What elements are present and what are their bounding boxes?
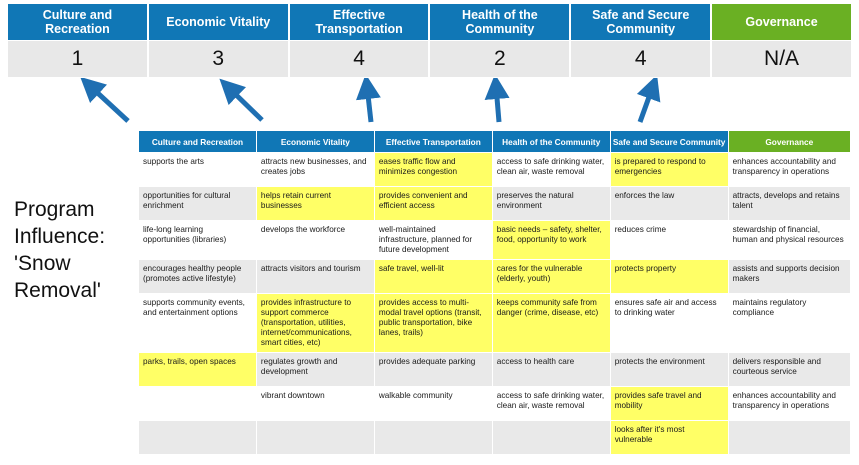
caption-line-2: Influence:	[14, 225, 106, 248]
matrix-cell: provides access to multi-modal travel options (transit, public transportation, bike lanes, trails)	[374, 294, 492, 353]
matrix-cell: supports community events, and entertainment options	[139, 294, 257, 353]
arrow-safe-and-secure-community	[640, 86, 653, 122]
arrow-group	[0, 78, 859, 130]
score-culture-and-recreation: 1	[8, 41, 149, 77]
matrix-col-governance: Governance	[728, 131, 850, 153]
score-health-of-the-community: 2	[430, 41, 571, 77]
matrix-cell: assists and supports decision makers	[728, 260, 850, 294]
table-row	[139, 387, 851, 421]
matrix-cell: access to safe drinking water, clean air, waste removal	[492, 387, 610, 421]
matrix-cell: provides adequate parking	[374, 353, 492, 387]
arrow-health-of-the-community	[496, 86, 499, 122]
matrix-col-health-of-the-community: Health of the Community	[492, 131, 610, 153]
table-row	[139, 221, 851, 260]
matrix-cell: helps retain current businesses	[256, 187, 374, 221]
matrix-cell: protects property	[610, 260, 728, 294]
header-cell-safe-and-secure-community	[571, 4, 712, 40]
influence-matrix	[138, 130, 851, 455]
header-label: Culture and Recreation	[42, 8, 113, 36]
priority-header-band	[8, 4, 851, 40]
score-effective-transportation: 4	[290, 41, 431, 77]
matrix-header-row	[139, 131, 851, 153]
matrix-cell	[728, 421, 850, 455]
table-row	[139, 260, 851, 294]
matrix-cell: eases traffic flow and minimizes congestion	[374, 153, 492, 187]
header-label: Safe and Secure Community	[592, 8, 690, 36]
matrix-cell: keeps community safe from danger (crime, disease, etc)	[492, 294, 610, 353]
header-cell-effective-transportation	[290, 4, 431, 40]
score-governance: N/A	[764, 47, 800, 70]
header-label: Economic Vitality	[166, 15, 271, 29]
matrix-cell: attracts new businesses, and creates jobs	[256, 153, 374, 187]
matrix-cell: enforces the law	[610, 187, 728, 221]
matrix-cell: enhances accountability and transparency in operations	[728, 153, 850, 187]
program-influence-caption	[14, 196, 132, 304]
matrix-cell: reduces crime	[610, 221, 728, 260]
matrix-cell: supports the arts	[139, 153, 257, 187]
matrix-cell: walkable community	[374, 387, 492, 421]
matrix-cell: basic needs – safety, shelter, food, opportunity to work	[492, 221, 610, 260]
table-row	[139, 294, 851, 353]
matrix-cell: vibrant downtown	[256, 387, 374, 421]
matrix-cell: attracts, develops and retains talent	[728, 187, 850, 221]
matrix-cell: looks after it's most vulnerable	[610, 421, 728, 455]
matrix-col-economic-vitality: Economic Vitality	[256, 131, 374, 153]
matrix-cell: protects the environment	[610, 353, 728, 387]
matrix-cell: is prepared to respond to emergencies	[610, 153, 728, 187]
matrix-cell: enhances accountability and transparency in operations	[728, 387, 850, 421]
matrix-cell: attracts visitors and tourism	[256, 260, 374, 294]
caption-line-3: 'Snow	[14, 252, 71, 275]
matrix-cell: ensures safe air and access to drinking water	[610, 294, 728, 353]
score-band	[8, 41, 851, 77]
table-row	[139, 421, 851, 455]
matrix-cell: develops the workforce	[256, 221, 374, 260]
header-cell-economic-vitality	[149, 4, 290, 40]
table-row	[139, 153, 851, 187]
matrix-cell: well-maintained infrastructure, planned for future development	[374, 221, 492, 260]
arrow-culture-and-recreation	[89, 85, 128, 121]
matrix-cell: parks, trails, open spaces	[139, 353, 257, 387]
matrix-col-culture-and-recreation: Culture and Recreation	[139, 131, 257, 153]
matrix-cell: access to health care	[492, 353, 610, 387]
matrix-cell	[139, 387, 257, 421]
matrix-cell	[256, 421, 374, 455]
table-row	[139, 353, 851, 387]
matrix-cell: cares for the vulnerable (elderly, youth)	[492, 260, 610, 294]
matrix-cell	[374, 421, 492, 455]
header-cell-governance	[712, 4, 851, 40]
matrix-cell: regulates growth and development	[256, 353, 374, 387]
header-label: Effective Transportation	[315, 8, 403, 36]
matrix-cell: encourages healthy people (promotes active lifestyle)	[139, 260, 257, 294]
header-cell-health-of-the-community	[430, 4, 571, 40]
matrix-cell	[492, 421, 610, 455]
matrix-cell: maintains regulatory compliance	[728, 294, 850, 353]
arrow-economic-vitality	[228, 87, 262, 120]
matrix-cell: stewardship of financial, human and physical resources	[728, 221, 850, 260]
matrix-cell: provides safe travel and mobility	[610, 387, 728, 421]
matrix-cell: life-long learning opportunities (libraries)	[139, 221, 257, 260]
matrix-col-safe-and-secure-community: Safe and Secure Community	[610, 131, 728, 153]
matrix-cell: provides convenient and efficient access	[374, 187, 492, 221]
arrow-effective-transportation	[367, 86, 371, 122]
matrix-cell: provides infrastructure to support commerce (transportation, utilities, internet/communications, smart cities, etc)	[256, 294, 374, 353]
matrix-cell	[139, 421, 257, 455]
header-cell-culture-and-recreation	[8, 4, 149, 40]
table-row	[139, 187, 851, 221]
caption-line-1: Program	[14, 198, 95, 221]
matrix-cell: safe travel, well-lit	[374, 260, 492, 294]
matrix-cell: preserves the natural environment	[492, 187, 610, 221]
caption-line-4: Removal'	[14, 279, 101, 302]
matrix-col-effective-transportation: Effective Transportation	[374, 131, 492, 153]
score-safe-and-secure-community: 4	[571, 41, 712, 77]
matrix-cell: access to safe drinking water, clean air, waste removal	[492, 153, 610, 187]
header-label: Governance	[745, 15, 818, 29]
score-economic-vitality: 3	[149, 41, 290, 77]
header-label: Health of the Community	[462, 8, 538, 36]
matrix-cell: delivers responsible and courteous service	[728, 353, 850, 387]
matrix-cell: opportunities for cultural enrichment	[139, 187, 257, 221]
